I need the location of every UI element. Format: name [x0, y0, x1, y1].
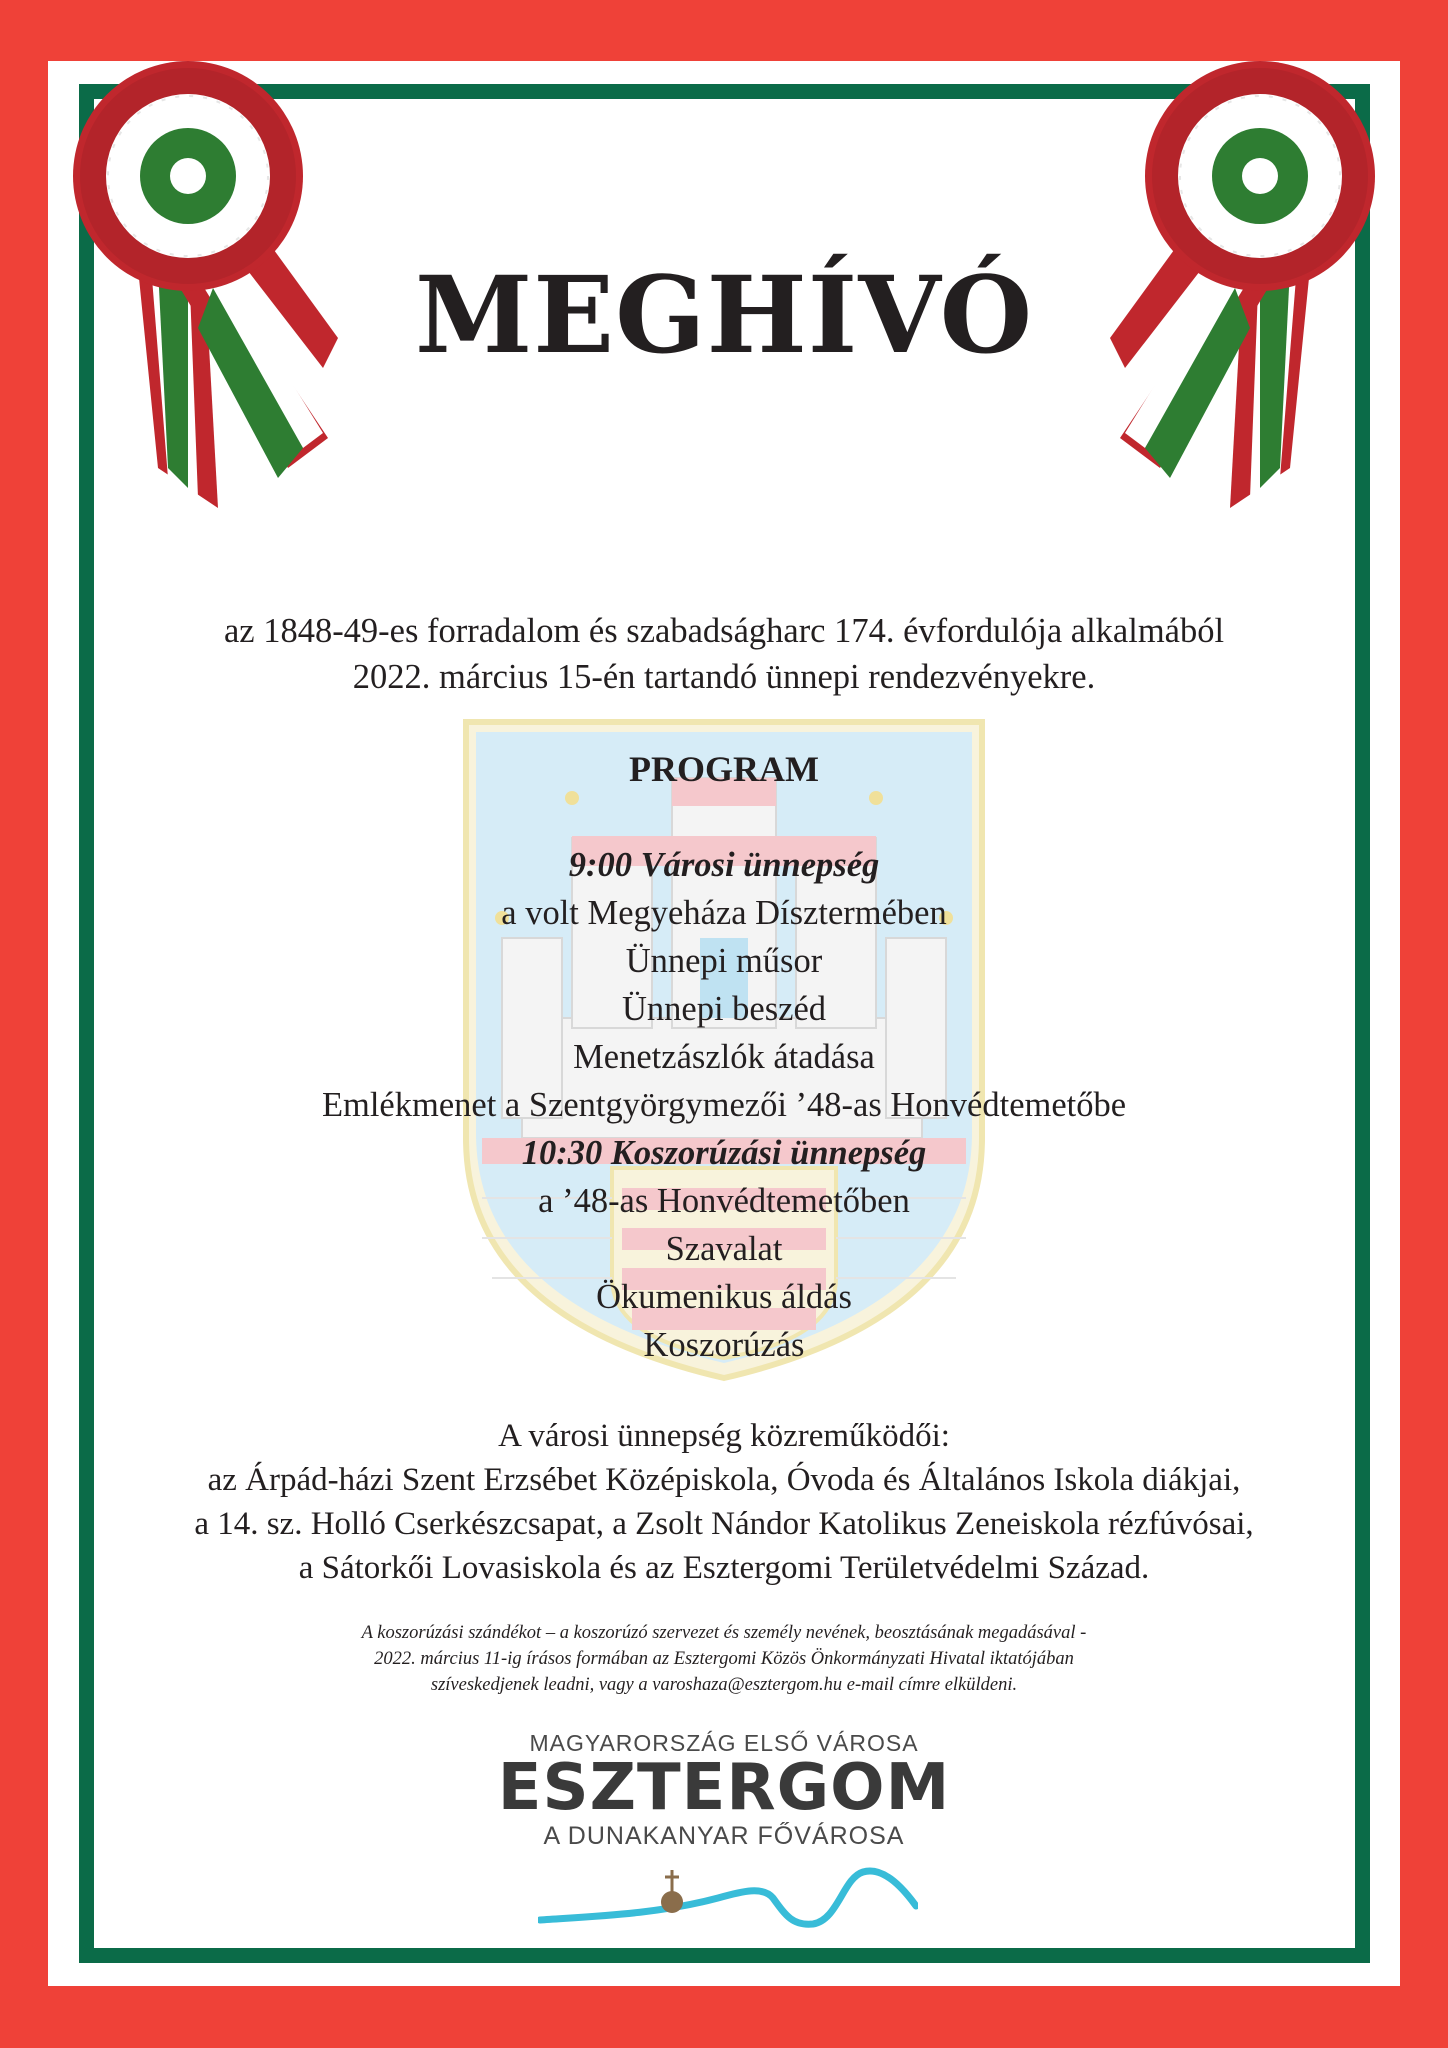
event-item: a ’48-as Honvédtemetőben	[538, 1182, 910, 1220]
contributors-line: az Árpád-házi Szent Erzsébet Középiskola, Óvoda és Általános Iskola diákjai,	[207, 1462, 1241, 1498]
logo-city-name: ESZTERGOM	[497, 1751, 951, 1825]
page-title: MEGHÍVÓ	[414, 252, 1034, 377]
event-title: 9:00 Városi ünnepség	[568, 846, 880, 884]
danube-river-logo-icon	[538, 1858, 918, 1928]
logo-tagline-top: MAGYARORSZÁG ELSŐ VÁROSA	[529, 1730, 919, 1756]
wreath-note	[0, 1620, 1448, 1698]
event-item: Koszorúzás	[643, 1326, 805, 1364]
event-item: a volt Megyeháza Dísztermében	[501, 894, 947, 932]
event-item: Szavalat	[665, 1230, 783, 1268]
intro-line: az 1848-49-es forradalom és szabadságharc 174. évfordulója alkalmából	[223, 612, 1225, 650]
contributors-heading: A városi ünnepség közreműködői:	[498, 1418, 950, 1454]
note-line: 2022. március 11-ig írásos formában az Esztergomi Közös Önkormányzati Hivatal iktatójában	[374, 1649, 1074, 1669]
note-line: szíveskedjenek leadni, vagy a varoshaza@esztergom.hu e-mail címre elküldeni.	[430, 1675, 1018, 1695]
event-item: Emlékmenet a Szentgyörgymezői ’48-as Honvédtemetőbe	[321, 1086, 1127, 1124]
note-line: A koszorúzási szándékot – a koszorúzó szervezet és személy nevének, beosztásának megadásával -	[361, 1623, 1087, 1643]
contributors-section	[0, 1414, 1448, 1590]
program-section	[0, 745, 1448, 1369]
program-heading: PROGRAM	[629, 749, 819, 789]
contributors-line: a Sátorkői Lovasiskola és az Esztergomi Területvédelmi Század.	[298, 1550, 1150, 1586]
logo-tagline-bottom: A DUNAKANYAR FŐVÁROSA	[543, 1822, 905, 1850]
event-item: Ünnepi beszéd	[621, 990, 827, 1028]
event-title: 10:30 Koszorúzási ünnepség	[521, 1134, 927, 1172]
event-item: Menetzászlók átadása	[573, 1038, 875, 1076]
intro-text	[0, 608, 1448, 700]
contributors-line: a 14. sz. Holló Cserkészcsapat, a Zsolt Nándor Katolikus Zeneiskola rézfúvósai,	[194, 1506, 1254, 1542]
intro-line: 2022. március 15-én tartandó ünnepi rendezvényekre.	[352, 658, 1096, 696]
event-item: Ünnepi műsor	[625, 942, 823, 980]
event-item: Ökumenikus áldás	[596, 1278, 852, 1316]
